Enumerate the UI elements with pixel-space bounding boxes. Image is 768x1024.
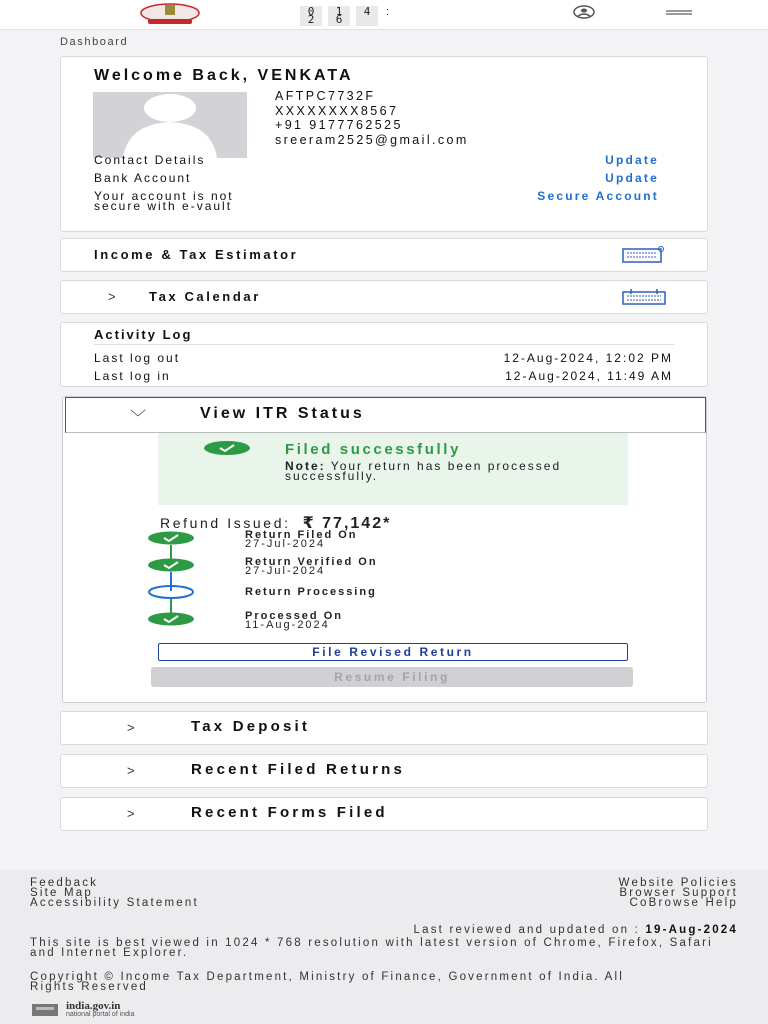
chevron-right-icon: > [108, 289, 116, 304]
update-contact-link[interactable]: Update [605, 153, 659, 167]
resume-filing-button[interactable]: Resume Filing [151, 667, 633, 687]
step-title: Return Filed On [245, 529, 358, 541]
feedback-link[interactable]: Feedback [30, 877, 99, 889]
timeline-step [147, 558, 547, 578]
check-circle-icon [147, 558, 195, 572]
estimator-label: Income & Tax Estimator [94, 247, 299, 262]
success-banner [158, 433, 628, 505]
section-tax-deposit[interactable] [60, 711, 708, 745]
section-recent-forms-filed[interactable] [60, 797, 708, 831]
pending-circle-icon [147, 585, 195, 599]
itr-status-header[interactable] [65, 397, 706, 433]
last-login-row [94, 369, 673, 383]
filed-successfully-text: Filed successfully [285, 441, 462, 458]
step-title: Return Verified On [245, 556, 378, 568]
step-date: 11-Aug-2024 [245, 619, 330, 631]
chevron-down-icon: ﹀ [130, 410, 147, 427]
session-timer [300, 6, 389, 26]
section-label: Recent Filed Returns [191, 761, 406, 778]
check-circle-icon [147, 612, 195, 626]
tax-calendar-label: Tax Calendar [149, 289, 261, 304]
india-gov-title: india.gov.in [66, 1000, 121, 1012]
accessibility-link[interactable]: Accessibility Statement [30, 897, 199, 909]
refund-label: Refund Issued: [160, 515, 291, 531]
itr-status-panel [62, 396, 707, 703]
contact-details-label: Contact Details [94, 153, 206, 167]
footer-left-links [30, 878, 199, 908]
step-title: Return Processing [245, 586, 377, 598]
section-label: Tax Deposit [191, 718, 311, 735]
site-map-link[interactable]: Site Map [30, 887, 93, 899]
email-address: sreeram2525@gmail.com [275, 132, 469, 147]
evault-warning: Your account is not secure with e-vault [94, 189, 234, 213]
section-label: Recent Forms Filed [191, 804, 388, 821]
india-gov-logo[interactable] [30, 1002, 135, 1018]
file-revised-return-button[interactable]: File Revised Return [158, 643, 628, 661]
timeline-step [147, 612, 547, 632]
last-reviewed [414, 924, 738, 936]
timeline-step [147, 585, 547, 605]
income-tax-estimator[interactable] [60, 238, 708, 272]
check-circle-icon [204, 441, 250, 455]
footer [0, 870, 768, 1024]
check-circle-icon [147, 531, 195, 545]
profile-details [275, 89, 469, 147]
chevron-right-icon: > [127, 806, 135, 821]
welcome-title: Welcome Back, VENKATA [94, 67, 354, 84]
best-viewed-text: This site is best viewed in 1024 * 768 resolution with latest version of Chrome, Firefox, Safari and Internet Explorer. [30, 937, 713, 959]
note-text: Your return has been processed successfully. [285, 459, 562, 483]
status-note [285, 461, 585, 481]
chevron-right-icon: > [127, 720, 135, 735]
activity-log [60, 322, 708, 387]
breadcrumb[interactable]: Dashboard [60, 36, 129, 48]
refund-amount: ₹ 77,142* [302, 515, 392, 532]
avatar [93, 92, 247, 158]
step-date: 27-Jul-2024 [245, 538, 326, 550]
emblem-icon [30, 1002, 60, 1018]
activity-log-title: Activity Log [94, 327, 193, 342]
user-circle-icon[interactable] [573, 4, 595, 20]
bank-account-label: Bank Account [94, 171, 192, 185]
top-header [0, 0, 768, 30]
cobrowse-help-link[interactable]: CoBrowse Help [629, 897, 738, 909]
last-logout-row [94, 351, 673, 365]
timeline-step [147, 531, 547, 551]
emblem-logo-icon[interactable] [140, 2, 200, 26]
aadhaar-number: XXXXXXXX8567 [275, 103, 399, 118]
chevron-right-icon: > [127, 763, 135, 778]
hamburger-menu-icon[interactable] [666, 10, 692, 16]
note-label: Note: [285, 459, 326, 473]
itr-status-title: View ITR Status [200, 405, 365, 422]
browser-support-link[interactable]: Browser Support [619, 887, 738, 899]
calendar-icon [621, 288, 667, 306]
mobile-number: +91 9177762525 [275, 118, 403, 132]
tax-calendar[interactable] [60, 280, 708, 314]
last-logout-label: Last log out [94, 351, 181, 365]
copyright-text: Copyright © Income Tax Department, Ministry of Finance, Government of India. All Rights Reserved [30, 971, 624, 993]
step-date: 27-Jul-2024 [245, 565, 326, 577]
last-login-value: 12-Aug-2024, 11:49 AM [505, 369, 673, 383]
timer-digit: 1 6 [328, 6, 350, 26]
timer-digit: 4 [356, 6, 378, 26]
secure-account-link[interactable]: Secure Account [537, 189, 659, 203]
calculator-icon [621, 246, 667, 264]
last-login-label: Last log in [94, 369, 171, 383]
reviewed-label: Last reviewed and updated on : [413, 924, 640, 936]
reviewed-date: 19-Aug-2024 [645, 924, 738, 936]
update-bank-link[interactable]: Update [605, 171, 659, 185]
pan-number: AFTPC7732F [275, 89, 376, 103]
last-logout-value: 12-Aug-2024, 12:02 PM [503, 351, 673, 365]
timer-separator: : [386, 6, 390, 18]
website-policies-link[interactable]: Website Policies [618, 877, 738, 889]
step-title: Processed On [245, 610, 343, 622]
india-gov-subtitle: national portal of india [66, 1011, 135, 1018]
profile-card [60, 56, 708, 232]
status-timeline [147, 531, 547, 631]
section-recent-filed-returns[interactable] [60, 754, 708, 788]
footer-right-links [619, 878, 738, 908]
timer-digit: 0 2 [300, 6, 322, 26]
